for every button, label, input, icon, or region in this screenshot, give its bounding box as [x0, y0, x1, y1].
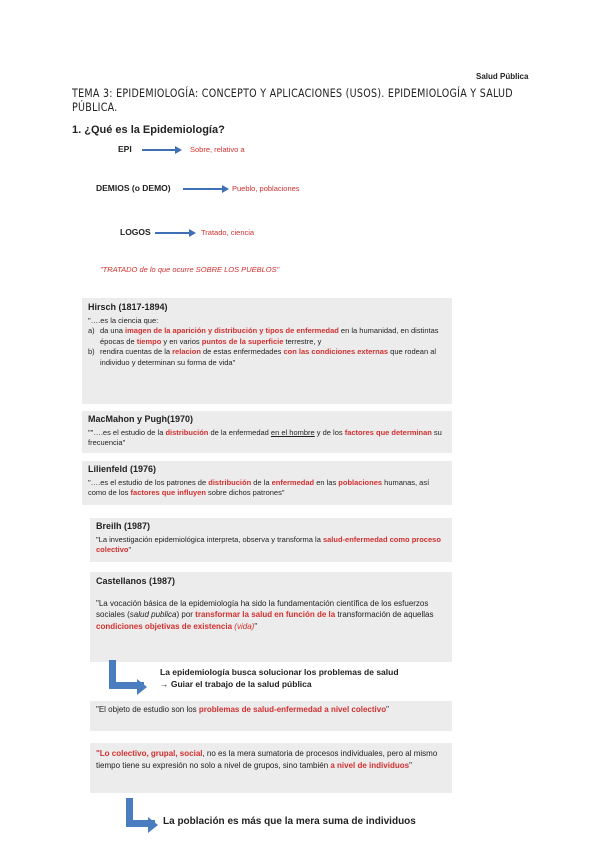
breilh-text: "La investigación epidemiológica interpreta, observa y transforma la salud-enfermedad como proceso colectivo" [96, 534, 441, 554]
colectivo-text: "Lo colectivo, grupal, social, no es la mera sumatoria de procesos individuales, pero al mismo tiempo tiene su expresión no solo a nivel de grupos, sino también a nivel de individuos" [96, 749, 438, 770]
conclusion-1: La epidemiología busca solucionar los problemas de salud → Guiar el trabajo de la salud pública [160, 667, 399, 689]
hirsch-box [82, 298, 452, 404]
tratado-quote: "TRATADO de lo que ocurre SOBRE LOS PUEBLOS" [100, 265, 280, 274]
etym-term-epi: EPI [118, 144, 132, 154]
etym-term-demos: DEMIOS (o DEMO) [96, 183, 171, 193]
bent-arrow-head-icon [137, 679, 147, 695]
objeto-text: "El objeto de estudio son los problemas de salud-enfermedad a nivel colectivo" [96, 705, 389, 714]
arrow-icon [155, 232, 190, 234]
arrow-icon [142, 149, 176, 151]
objeto-box [90, 701, 452, 731]
hirsch-name: Hirsch (1817-1894) [88, 302, 168, 312]
hirsch-intro: "….es la ciencia que: [88, 315, 159, 325]
lilienfeld-text: "….es el estudio de los patrones de distribución de la enfermedad en las poblaciones humanas, así como de los factores que influyen sobre dichos patrones" [88, 477, 430, 497]
page-title: TEMA 3: EPIDEMIOLOGÍA: CONCEPTO Y APLICACIONES (USOS). EPIDEMIOLOGÍA Y SALUD PÚBLICA. [72, 86, 513, 114]
subject-tag: Salud Pública [476, 72, 529, 81]
etym-meaning-epi: Sobre, relativo a [190, 145, 245, 154]
castellanos-text: "La vocación básica de la epidemiología ha sido la fundamentación científica de los esfuerzos sociales (salud publica) por transformar la salud en función de la transformación de aquellas condiciones objetivas de existencia (vida)" [96, 598, 434, 631]
castellanos-box [90, 572, 452, 662]
conclusion-2: La población es más que la mera suma de individuos [163, 816, 416, 827]
lilienfeld-box [82, 461, 452, 505]
castellanos-name: Castellanos (1987) [96, 576, 176, 586]
colectivo-box [90, 743, 452, 793]
etym-meaning-logos: Tratado, ciencia [201, 228, 255, 237]
etym-meaning-demos: Pueblo, poblaciones [232, 184, 300, 193]
arrow-icon [183, 188, 223, 190]
hirsch-item-a: a) da una imagen de la aparición y distribución y tipos de enfermedad en la humanidad, en distintas épocas de tiempo y en varios puntos de la superficie terrestre, y [88, 326, 439, 346]
breilh-box [90, 518, 452, 562]
hirsch-item-b: b) rendira cuentas de la relacion de estas enfermedades con las condiciones externas que rodean al individuo y determinan su forma de vida" [88, 347, 437, 367]
bent-arrow-head-icon [148, 817, 158, 833]
etym-term-logos: LOGOS [120, 227, 151, 237]
macmahon-name: MacMahon y Pugh(1970) [88, 414, 194, 424]
macmahon-box [82, 411, 452, 453]
lilienfeld-name: Lilienfeld (1976) [88, 464, 157, 474]
breilh-name: Breilh (1987) [96, 521, 151, 531]
macmahon-text: ""….es el estudio de la distribución de la enfermedad en el hombre y de los factores que determinan su frecuencia" [88, 427, 442, 447]
section-heading: 1. ¿Qué es la Epidemiología? [72, 124, 225, 136]
